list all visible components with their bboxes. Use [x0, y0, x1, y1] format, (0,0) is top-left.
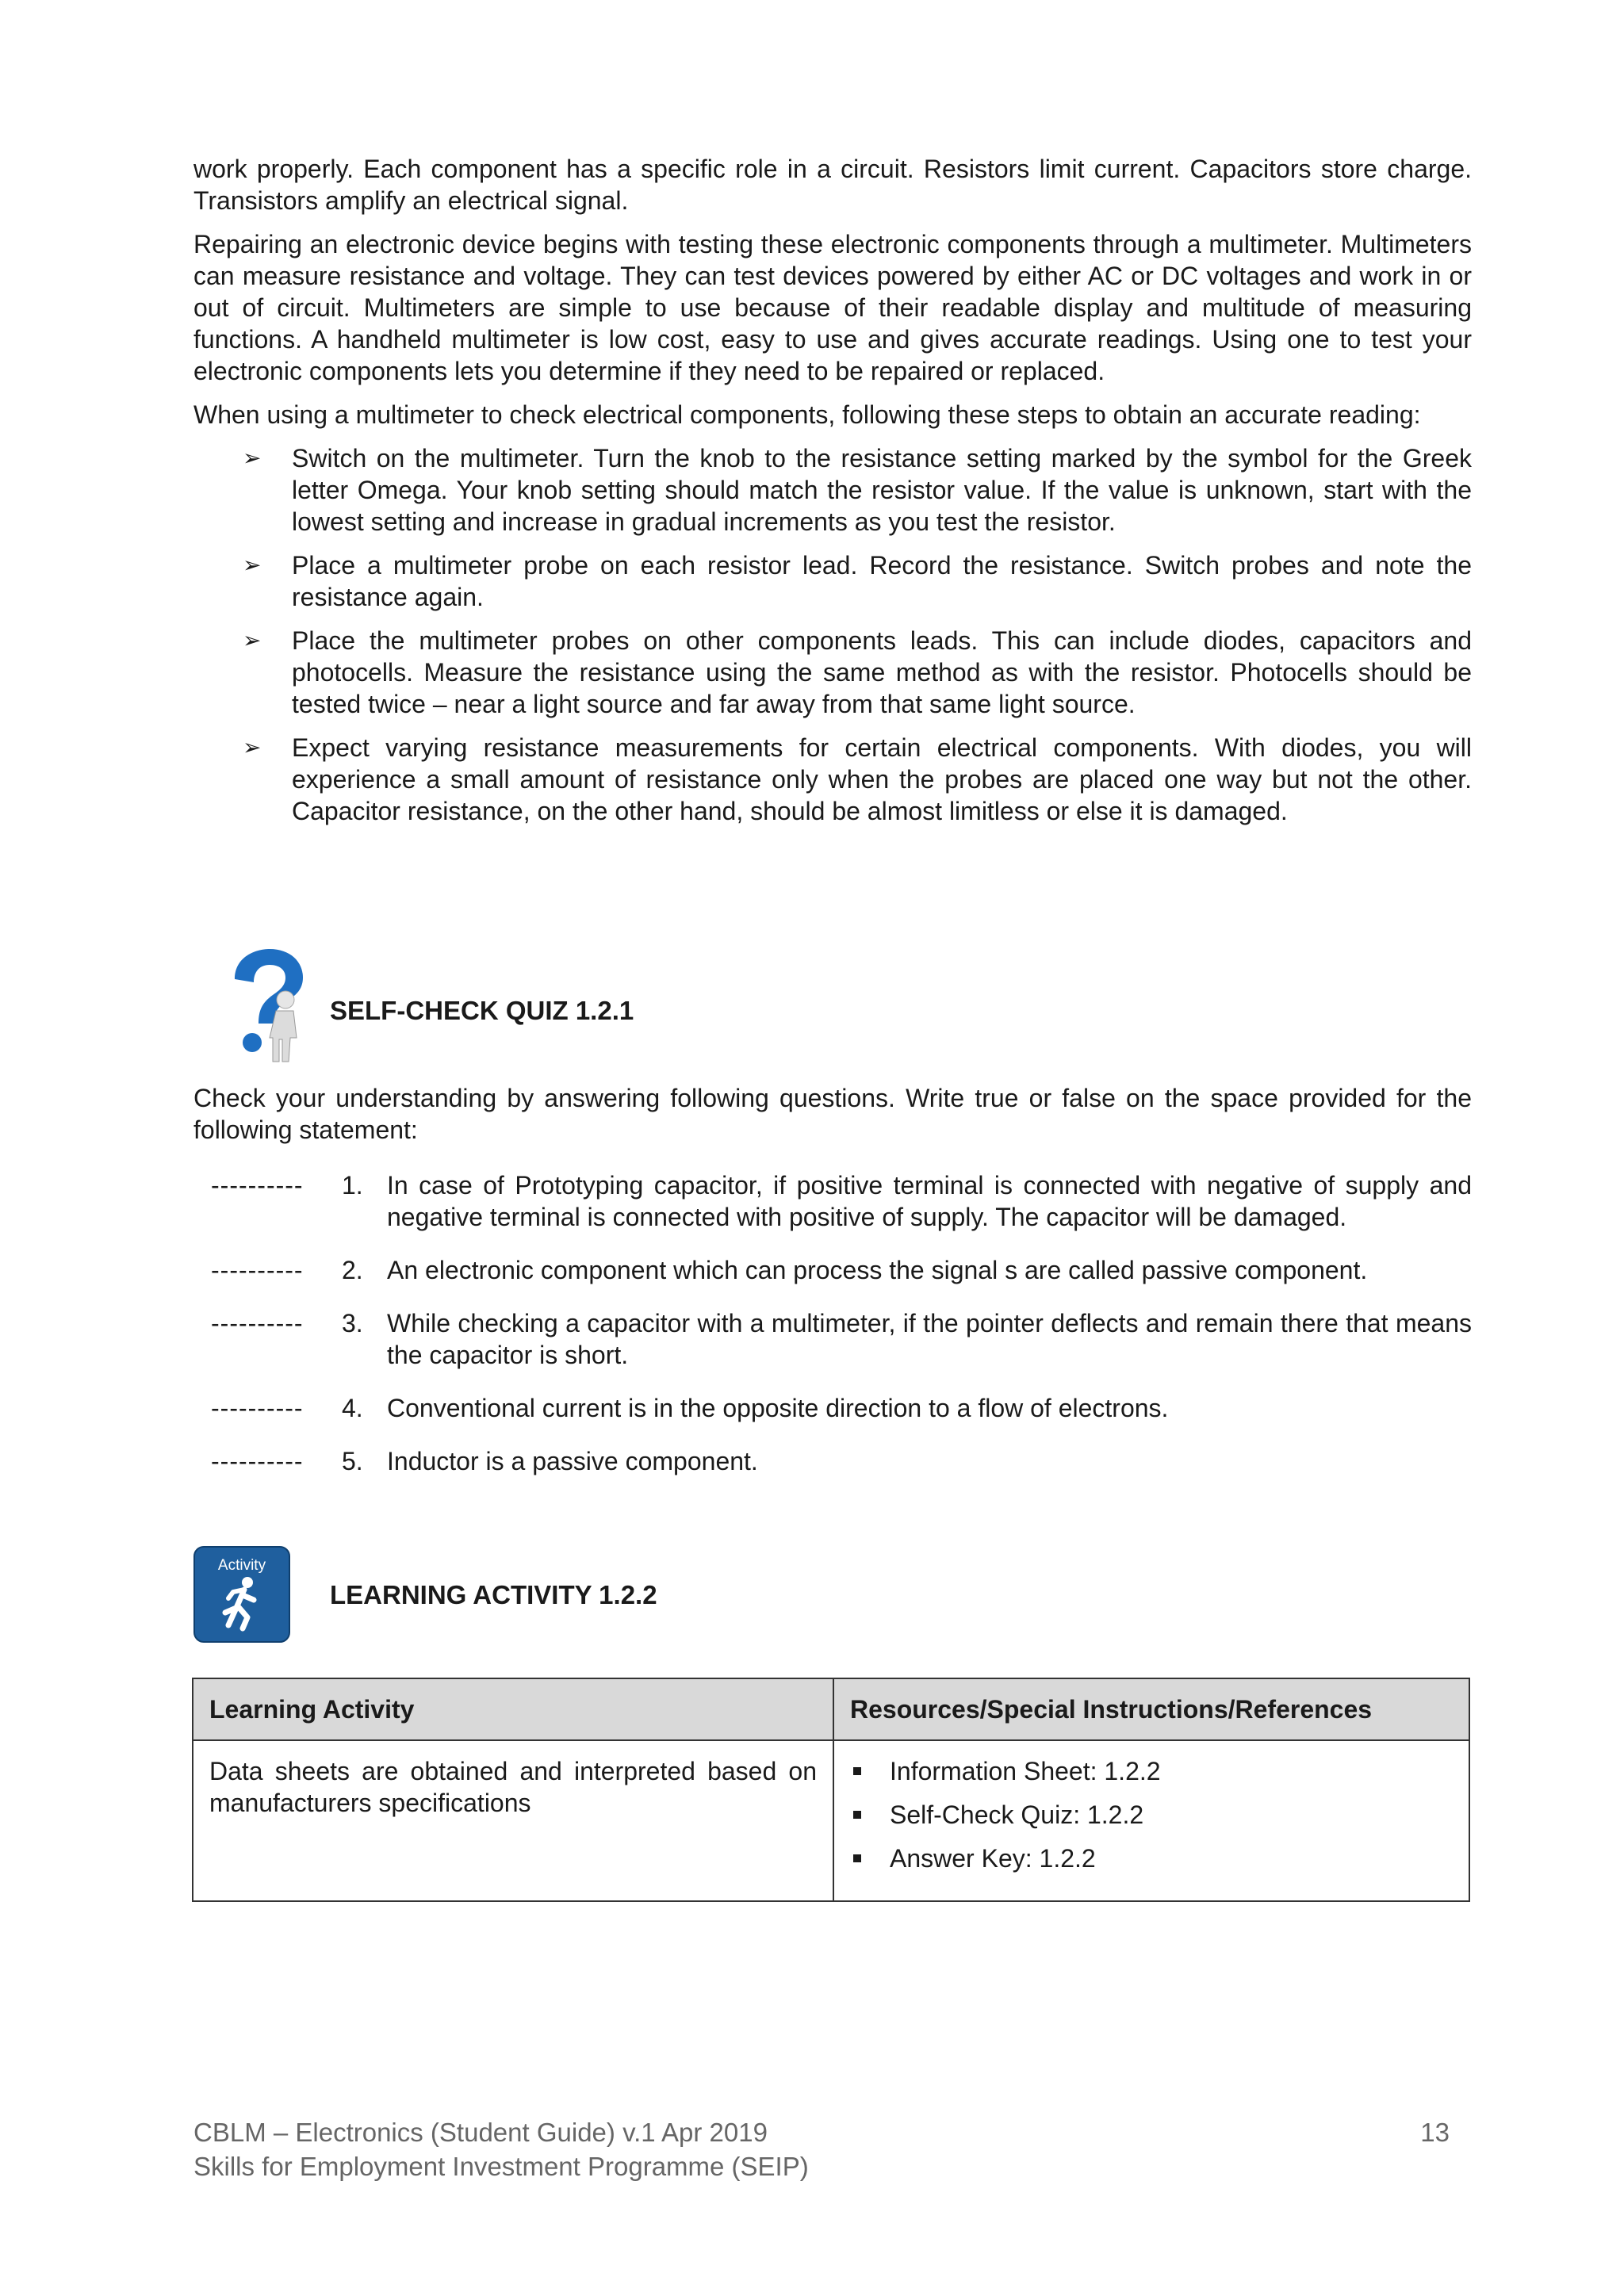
arrow-bullet-icon: ➢ — [243, 552, 262, 578]
step-text: Place a multimeter probe on each resistor lead. Record the resistance. Switch probes and note the resistance again. — [292, 551, 1472, 611]
activity-title: LEARNING ACTIVITY 1.2.2 — [330, 1580, 657, 1609]
quiz-question-2 — [193, 1254, 1472, 1286]
quiz-questions — [193, 1169, 1472, 1498]
question-text: An electronic component which can process the signal s are called passive component. — [387, 1256, 1368, 1284]
quiz-question-5 — [193, 1445, 1472, 1477]
list-item — [193, 442, 1472, 538]
paragraph-1: work properly. Each component has a specific role in a circuit. Resistors limit current. Capacitors store charge. Transistors amplify an electrical signal. — [193, 155, 1472, 215]
list-item: Self-Check Quiz: 1.2.2 — [850, 1799, 1453, 1831]
table-row — [193, 1740, 1469, 1901]
quiz-title: SELF-CHECK QUIZ 1.2.1 — [330, 996, 634, 1025]
activity-badge-label: Activity — [217, 1557, 266, 1574]
question-number: 4. — [342, 1394, 363, 1422]
quiz-question-1 — [193, 1169, 1472, 1233]
table-header-row — [193, 1678, 1469, 1740]
arrow-bullet-icon: ➢ — [243, 627, 262, 653]
step-text: Place the multimeter probes on other components leads. This can include diodes, capacitors and photocells. Measure the resistance using the same method as with the resistor. Photocells should be tested twice – near a light source and far away from that same light source. — [292, 626, 1472, 718]
question-number: 3. — [342, 1309, 363, 1337]
activity-cell: Data sheets are obtained and interpreted based on manufacturers specifications — [193, 1740, 833, 1901]
question-text: Inductor is a passive component. — [387, 1447, 758, 1475]
resources-list — [850, 1755, 1453, 1874]
list-item — [193, 549, 1472, 613]
paragraph-2: Repairing an electronic device begins with testing these electronic components through a multimeter. Multimeters can measure resistance and voltage. They can test devices powered by either AC or DC voltages and work in or out of circuit. Multimeters are simple to use because of their readable display and multitude of measuring functions. A handheld multimeter is low cost, easy to use and gives accurate readings. Using one to test your electronic components lets you determine if they need to be repaired or replaced. — [193, 230, 1472, 385]
question-mark-figure-icon — [217, 947, 320, 1070]
answer-blank[interactable]: ---------- — [211, 1447, 304, 1475]
list-item — [193, 625, 1472, 720]
body-text — [193, 153, 1472, 839]
question-text: Conventional current is in the opposite direction to a flow of electrons. — [387, 1394, 1169, 1422]
resources-cell — [833, 1740, 1469, 1901]
question-number: 5. — [342, 1447, 363, 1475]
page-number: 13 — [1420, 2118, 1450, 2147]
column-header: Learning Activity — [193, 1678, 833, 1740]
question-text: While checking a capacitor with a multimeter, if the pointer deflects and remain there that means the capacitor is short. — [387, 1309, 1472, 1369]
activity-heading — [193, 1546, 1472, 1665]
quiz-question-3 — [193, 1307, 1472, 1371]
list-item — [193, 732, 1472, 827]
answer-blank[interactable]: ---------- — [211, 1394, 304, 1422]
column-header: Resources/Special Instructions/References — [833, 1678, 1469, 1740]
quiz-instructions: Check your understanding by answering following questions. Write true or false on the space provided for the following statement: — [193, 1084, 1472, 1144]
quiz-question-4 — [193, 1392, 1472, 1424]
answer-blank[interactable]: ---------- — [211, 1171, 304, 1200]
question-number: 2. — [342, 1256, 363, 1284]
arrow-bullet-icon: ➢ — [243, 734, 262, 760]
footer-programme: Skills for Employment Investment Programme (SEIP) — [193, 2152, 809, 2181]
step-text: Expect varying resistance measurements for certain electrical components. With diodes, you will experience a small amount of resistance only when the probes are placed one way but not the other. Capacitor resistance, on the other hand, should be almost limitless or else it is damaged. — [292, 733, 1472, 825]
quiz-heading — [193, 947, 1472, 1066]
answer-blank[interactable]: ---------- — [211, 1309, 304, 1337]
paragraph-3: When using a multimeter to check electrical components, following these steps to obtain an accurate reading: — [193, 400, 1421, 429]
multimeter-steps-list — [193, 442, 1472, 827]
answer-blank[interactable]: ---------- — [211, 1256, 304, 1284]
list-item: Information Sheet: 1.2.2 — [850, 1755, 1453, 1787]
arrow-bullet-icon: ➢ — [243, 445, 262, 471]
page-footer — [193, 2115, 1472, 2183]
question-number: 1. — [342, 1171, 363, 1200]
question-text: In case of Prototyping capacitor, if positive terminal is connected with negative of supply and negative terminal is connected with positive of supply. The capacitor will be damaged. — [387, 1171, 1472, 1231]
step-text: Switch on the multimeter. Turn the knob to the resistance setting marked by the symbol for the Greek letter Omega. Your knob setting should match the resistor value. If the value is unknown, start with the lowest setting and increase in gradual increments as you test the resistor. — [292, 444, 1472, 536]
learning-activity-table — [192, 1678, 1470, 1902]
activity-badge-icon — [193, 1546, 290, 1647]
footer-title: CBLM – Electronics (Student Guide) v.1 Apr 2019 — [193, 2118, 768, 2147]
list-item: Answer Key: 1.2.2 — [850, 1843, 1453, 1874]
